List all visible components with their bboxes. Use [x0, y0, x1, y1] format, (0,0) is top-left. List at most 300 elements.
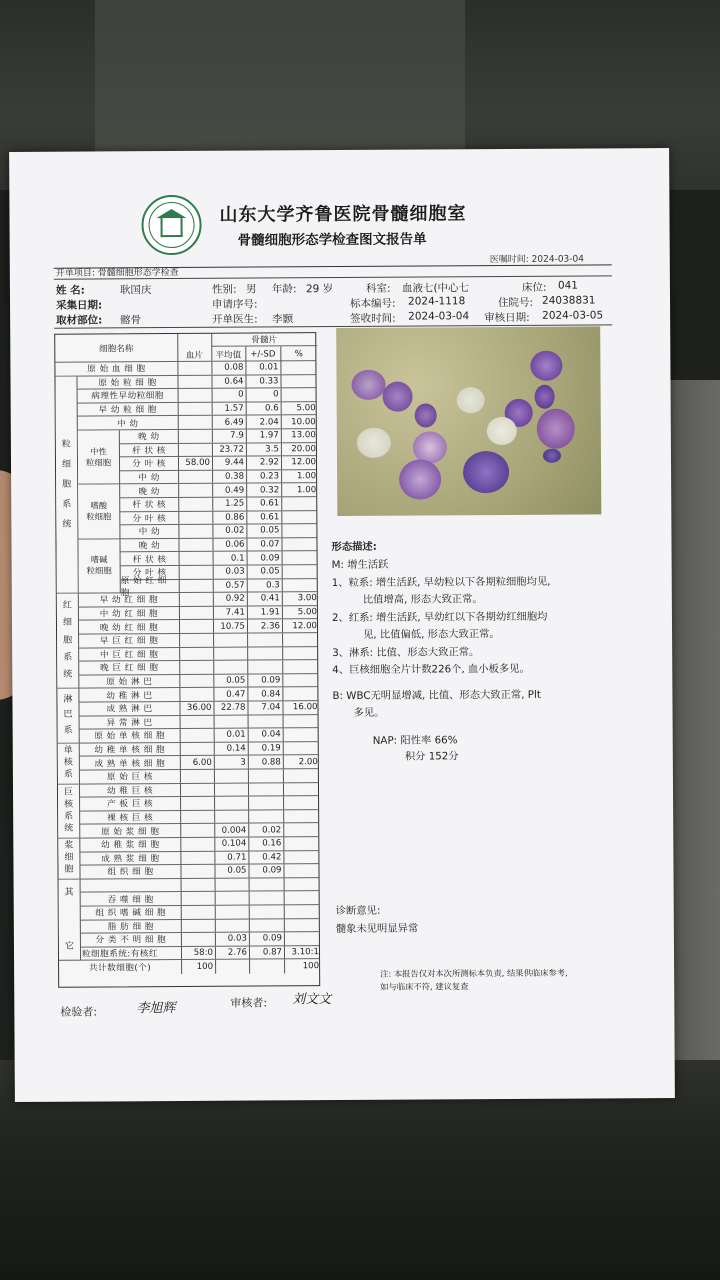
pct-value: [284, 905, 321, 918]
column-line: [245, 375, 246, 388]
column-line: [213, 566, 214, 579]
pct-value: [282, 660, 319, 673]
column-line: [246, 470, 247, 483]
column-line: [281, 470, 282, 483]
sex-label: 性别:: [211, 283, 237, 296]
nap-positive-rate: NAP: 阳性率 66%: [372, 734, 458, 747]
receive-time-label: 签收时间:: [350, 312, 396, 325]
mean-value: [213, 634, 247, 647]
column-line: [212, 511, 213, 524]
column-line: [215, 947, 216, 960]
reviewer-signature: 刘文文: [292, 992, 332, 1008]
column-line: [249, 933, 250, 946]
column-line: [281, 416, 282, 429]
column-line: [281, 443, 282, 456]
column-line: [212, 430, 213, 443]
col-pct: %: [294, 348, 303, 359]
cell-name: 原 始 血 细 胞: [87, 364, 146, 375]
mean-value: 22.78: [220, 702, 246, 714]
column-line: [246, 402, 247, 415]
inpatient-number: 24038831: [541, 294, 596, 307]
mean-value: 0.03: [225, 566, 245, 578]
blood-value: [178, 416, 212, 429]
cell-count-table: [54, 332, 320, 988]
column-line: [246, 457, 247, 470]
sd-value: [249, 905, 284, 918]
cell-name: 脂 肪 细 胞: [107, 922, 154, 933]
column-line: [178, 539, 179, 552]
column-line: [281, 402, 282, 415]
pct-value: [282, 579, 319, 592]
column-line: [215, 919, 216, 932]
blood-smear-desc-cont: 多见。: [353, 706, 385, 719]
pct-value: [283, 824, 320, 837]
column-line: [214, 756, 215, 769]
pct-value: [283, 851, 320, 864]
column-line: [214, 865, 215, 878]
bed-value: 041: [557, 279, 579, 292]
mean-value: 0.49: [225, 485, 245, 496]
column-line: [248, 783, 249, 796]
column-line: [214, 729, 215, 742]
column-line: [281, 511, 282, 524]
cell-name: 分 类 不 明 细 胞: [95, 935, 167, 946]
blood-value: [180, 743, 214, 756]
column-line: [245, 347, 246, 362]
mean-value: 0.05: [226, 675, 246, 686]
sd-value: 1.97: [259, 430, 279, 441]
cell-name: 中 幼 红 细 胞: [99, 609, 159, 620]
column-line: [179, 566, 180, 579]
patient-name: 耿国庆: [119, 284, 152, 297]
cell-name: 原 始 粒 细 胞: [98, 378, 157, 389]
column-line: [246, 498, 247, 511]
pct-value: [282, 552, 319, 565]
column-line: [214, 783, 215, 796]
column-line: [214, 715, 215, 728]
cell-name: 中 幼: [117, 418, 139, 430]
mean-value: 23.72: [219, 444, 244, 455]
pct-value: 16.00: [292, 702, 318, 713]
cell-name: 晚 幼: [138, 486, 160, 497]
column-line: [280, 361, 281, 374]
mean-value: 10.75: [220, 621, 246, 632]
sd-value: [247, 661, 282, 674]
cell-name: 分 叶 核: [132, 459, 166, 470]
cell-name: 杆 状 核: [132, 445, 166, 457]
doctor-label: 开单医生:: [212, 313, 258, 326]
sd-value: [249, 892, 284, 905]
inspector-label: 检验者:: [60, 1005, 98, 1019]
column-line: [249, 946, 250, 959]
sd-value: 0.61: [260, 498, 280, 509]
cell-name: 分 叶 核: [132, 568, 167, 579]
column-line: [284, 905, 285, 918]
order-item: 开单项目: 骨髓细胞形态学检查: [55, 267, 179, 279]
column-line: [178, 444, 179, 457]
doctor-value: 李颢: [272, 313, 294, 326]
cell-name: 原 始 浆 细 胞: [101, 826, 160, 838]
review-date-label: 审核日期:: [484, 311, 530, 325]
column-line: [180, 743, 181, 756]
blood-value: [177, 362, 211, 375]
ratio-blood: 58:0: [193, 947, 214, 959]
cell-name: 产 板 巨 核: [107, 799, 154, 810]
site-value: 髂骨: [120, 314, 142, 327]
group-label: 浆 细 胞: [58, 839, 80, 880]
column-line: [282, 688, 283, 701]
pct-value: [280, 375, 317, 388]
sample-number: 2024-1118: [407, 295, 466, 308]
pct-value: 1.00: [296, 471, 317, 482]
blood-value: [181, 906, 215, 919]
cell-name: 幼 稚 巨 核: [106, 786, 154, 797]
megakaryocyte-desc: 4、巨核细胞全片计数226个, 血小板多见。: [332, 662, 530, 677]
ratio-sd: 0.87: [262, 947, 283, 958]
column-line: [213, 607, 214, 620]
ratio-pct: 3.10:1: [291, 947, 320, 958]
sd-value: [248, 797, 283, 810]
column-line: [247, 566, 248, 579]
column-line: [180, 797, 181, 810]
blood-value: [180, 715, 214, 728]
column-line: [247, 647, 248, 660]
reviewer-label: 审核者:: [230, 996, 268, 1010]
column-line: [249, 906, 250, 919]
mean-value: 9.44: [224, 458, 245, 469]
sd-value: 0.23: [259, 471, 280, 482]
pct-value: [284, 878, 321, 891]
column-line: [247, 634, 248, 647]
column-line: [180, 838, 181, 851]
column-line: [181, 920, 182, 933]
column-line: [283, 742, 284, 755]
mean-value: 0.02: [225, 526, 245, 537]
column-line: [178, 498, 179, 511]
column-line: [249, 960, 250, 974]
column-line: [283, 865, 284, 878]
column-line: [213, 675, 214, 688]
advice-time: 医嘱时间: 2024-03-04: [489, 254, 585, 266]
column-line: [213, 702, 214, 715]
pct-value: [281, 524, 318, 537]
mean-value: 0.03: [227, 934, 247, 945]
blood-value: [177, 375, 211, 388]
sd-value: 7.04: [261, 702, 281, 713]
column-line: [179, 688, 180, 701]
blood-value: [180, 729, 214, 742]
column-line: [215, 879, 216, 892]
column-line: [246, 511, 247, 524]
sd-value: 0.05: [260, 566, 280, 577]
total-label: 共计数细胞(个): [88, 963, 152, 974]
blood-value: [179, 566, 213, 579]
total-blood: 100: [196, 961, 214, 973]
column-line: [179, 648, 180, 661]
column-line: [212, 539, 213, 552]
dept-label: 科室:: [365, 282, 391, 295]
pct-value: 20.00: [291, 444, 316, 455]
blood-value: [181, 919, 215, 932]
column-line: [282, 606, 283, 619]
mean-value: 0.86: [225, 512, 245, 523]
blood-value: [178, 484, 212, 497]
blood-smear-desc: B: WBC无明显增减, 比值、形态大致正常, Plt: [332, 688, 541, 703]
inspector-signature: 李旭辉: [136, 1001, 176, 1017]
cell-name: 早 巨 红 细 胞: [99, 636, 159, 647]
mean-value: [213, 661, 247, 674]
column-line: [281, 525, 282, 538]
granulocyte-desc: 1、粒系: 增生活跃, 早幼粒以下各期粒细胞均见,: [331, 575, 551, 590]
pct-value: [284, 892, 321, 905]
pct-value: [282, 633, 319, 646]
mean-value: 0.05: [227, 866, 247, 877]
column-line: [248, 851, 249, 864]
pct-value: [283, 810, 320, 823]
column-line: [280, 346, 281, 361]
mean-value: 3: [240, 757, 246, 768]
cell-name: 幼 稚 淋 巴: [106, 690, 153, 702]
blood-value: [180, 770, 214, 783]
cell-name: 吞 噬 细 胞: [107, 894, 154, 906]
blood-value: [179, 661, 213, 674]
column-line: [178, 457, 179, 470]
column-line: [283, 851, 284, 864]
review-date: 2024-03-05: [542, 309, 604, 322]
column-line: [283, 797, 284, 810]
column-line: [282, 565, 283, 578]
column-line: [180, 770, 181, 783]
column-line: [246, 484, 247, 497]
column-line: [181, 906, 182, 919]
column-line: [213, 593, 214, 606]
blood-value: [178, 471, 212, 484]
mean-value: 0.08: [224, 362, 244, 374]
cell-name: 晚 幼 红 细 胞: [99, 622, 159, 634]
pct-value: [283, 742, 320, 755]
mean-value: 1.25: [225, 498, 245, 510]
nap-score: 积分 152分: [404, 750, 459, 763]
column-line: [283, 769, 284, 782]
age-label: 年龄:: [271, 283, 297, 296]
mean-value: [213, 647, 247, 660]
blood-value: [180, 811, 214, 824]
blood-value: 6.00: [192, 757, 212, 768]
column-line: [245, 362, 246, 375]
mean-value: 0.1: [230, 553, 245, 564]
sd-value: 2.92: [259, 457, 280, 468]
column-line: [180, 756, 181, 769]
column-line: [180, 729, 181, 742]
mean-value: 0.104: [221, 838, 247, 850]
column-line: [280, 375, 281, 388]
column-line: [181, 947, 182, 960]
cell-name: 晚 幼: [138, 541, 161, 552]
mean-value: 6.49: [224, 417, 244, 428]
column-line: [213, 552, 214, 565]
blood-value: [180, 783, 214, 796]
column-line: [283, 810, 284, 823]
cell-name: 原 始 单 核 细 胞: [94, 731, 166, 742]
cell-name: 病理性早幼粒细胞: [91, 391, 165, 403]
mean-value: 0.57: [225, 580, 245, 591]
report-paper: [9, 148, 675, 1102]
pct-value: [283, 864, 320, 877]
sd-value: 0.88: [261, 757, 281, 768]
column-line: [248, 729, 249, 742]
background-panel: [95, 0, 465, 165]
blood-value: [179, 579, 213, 592]
column-line: [178, 430, 179, 443]
column-line: [181, 933, 182, 946]
blood-value: 36.00: [186, 703, 212, 714]
hospital-name: 山东大学齐鲁医院骨髓细胞室: [219, 203, 467, 226]
cell-name: 早 幼 红 细 胞: [99, 595, 159, 606]
pct-value: [282, 647, 319, 660]
mean-value: [214, 715, 248, 728]
bed-label: 床位:: [521, 281, 547, 294]
pct-value: [282, 688, 319, 701]
blood-value: [178, 498, 212, 511]
sd-value: 0.09: [260, 553, 280, 564]
cell-name: 原 始 红 细 胞: [120, 575, 167, 599]
column-line: [283, 783, 284, 796]
apply-number-label: 申请序号:: [212, 298, 258, 311]
column-line: [213, 620, 214, 633]
column-line: [211, 334, 212, 361]
inpatient-label: 住院号:: [497, 296, 534, 310]
sd-value: [247, 633, 282, 646]
report-title: 骨髓细胞形态学检查图文报告单: [237, 231, 427, 249]
lymphocyte-desc: 3、淋系: 比值、形态大致正常。: [332, 646, 480, 660]
subgroup-label: 嗜碱 粒细胞: [78, 539, 120, 594]
pct-value: 1.00: [297, 484, 317, 495]
column-line: [178, 403, 179, 416]
cell-name: 杆 状 核: [132, 500, 167, 511]
sd-value: 0: [273, 389, 279, 400]
sd-value: 0.01: [259, 362, 279, 373]
sd-value: 0.09: [262, 933, 282, 944]
mean-value: [214, 783, 248, 796]
patient-name-label: 姓 名:: [55, 284, 85, 297]
group-label: 粒 细 胞 系 统: [55, 376, 78, 594]
granulocyte-desc-cont: 比值增高, 形态大致正常。: [362, 593, 483, 606]
sd-value: [248, 783, 283, 796]
cell-name: 裸 核 巨 核: [107, 813, 154, 824]
mean-value: [215, 878, 249, 891]
diagnosis-heading: 诊断意见:: [335, 904, 381, 918]
column-line: [281, 429, 282, 442]
group-label: 单 核 系: [58, 743, 80, 784]
total-row: [59, 960, 319, 975]
column-line: [246, 443, 247, 456]
sd-value: 0.3: [266, 580, 280, 591]
cell-name: 杆 状 核: [132, 554, 167, 565]
mean-value: 0.01: [226, 730, 246, 741]
cell-name: 成 熟 淋 巴: [106, 704, 153, 715]
blood-value: [181, 892, 215, 905]
diagnosis-text: 髓象未见明显异常: [335, 922, 419, 936]
blood-value: [179, 675, 213, 688]
mean-value: 7.9: [230, 430, 244, 441]
sd-value: 0.41: [260, 593, 280, 604]
column-line: [282, 593, 283, 606]
sd-value: 0.09: [261, 675, 281, 686]
column-line: [211, 362, 212, 375]
pct-value: [283, 796, 320, 809]
mean-value: [214, 797, 248, 810]
blood-value: [181, 933, 215, 946]
pct-value: [283, 728, 320, 741]
mean-value: 0.38: [224, 471, 245, 482]
dept-value: 血液七(中心七: [401, 282, 470, 295]
column-line: [283, 715, 284, 728]
erythroid-desc: 2、红系: 增生活跃, 早幼红以下各期幼红细胞均: [331, 610, 548, 625]
column-line: [247, 661, 248, 674]
blood-value: [180, 865, 214, 878]
blood-value: [180, 824, 214, 837]
column-line: [180, 824, 181, 837]
mean-value: 0.14: [226, 743, 246, 754]
blood-value: [180, 797, 214, 810]
column-line: [215, 933, 216, 946]
pct-value: [283, 837, 320, 850]
cell-name: 早 幼 粒 细 胞: [98, 405, 157, 416]
column-line: [247, 674, 248, 687]
column-line: [212, 416, 213, 429]
cell-name: 中 巨 红 细 胞: [99, 650, 159, 661]
column-line: [282, 661, 283, 674]
sd-value: 0.33: [259, 376, 279, 387]
column-line: [284, 892, 285, 905]
pct-value: 5.00: [297, 607, 317, 618]
pct-value: [282, 565, 319, 578]
blood-value: [178, 389, 212, 402]
sd-value: [249, 878, 284, 891]
column-line: [281, 538, 282, 551]
age-value: 29 岁: [305, 283, 334, 296]
column-line: [180, 784, 181, 797]
cell-name: 组 织 嗜 碱 细 胞: [95, 908, 167, 919]
column-line: [283, 837, 284, 850]
mean-value: 0.06: [225, 539, 245, 550]
column-line: [281, 484, 282, 497]
column-line: [284, 960, 285, 974]
cell-name: 幼 稚 单 核 细 胞: [94, 745, 166, 756]
column-line: [178, 416, 179, 429]
column-line: [179, 552, 180, 565]
blood-value: [179, 552, 213, 565]
column-line: [179, 620, 180, 633]
column-line: [282, 674, 283, 687]
mean-value: 0.47: [226, 689, 246, 700]
column-line: [180, 811, 181, 824]
mean-value: 7.41: [225, 607, 245, 618]
cell-name: 中 幼: [138, 473, 160, 484]
column-line: [212, 457, 213, 470]
group-label: 其 它: [59, 879, 81, 961]
column-line: [282, 579, 283, 592]
column-line: [246, 430, 247, 443]
pct-value: [281, 388, 318, 401]
column-line: [212, 389, 213, 402]
sd-value: 2.36: [260, 621, 281, 632]
pct-value: [282, 674, 319, 687]
column-line: [181, 960, 182, 974]
pct-value: [281, 497, 318, 510]
pct-value: 12.00: [292, 620, 318, 631]
column-line: [214, 743, 215, 756]
